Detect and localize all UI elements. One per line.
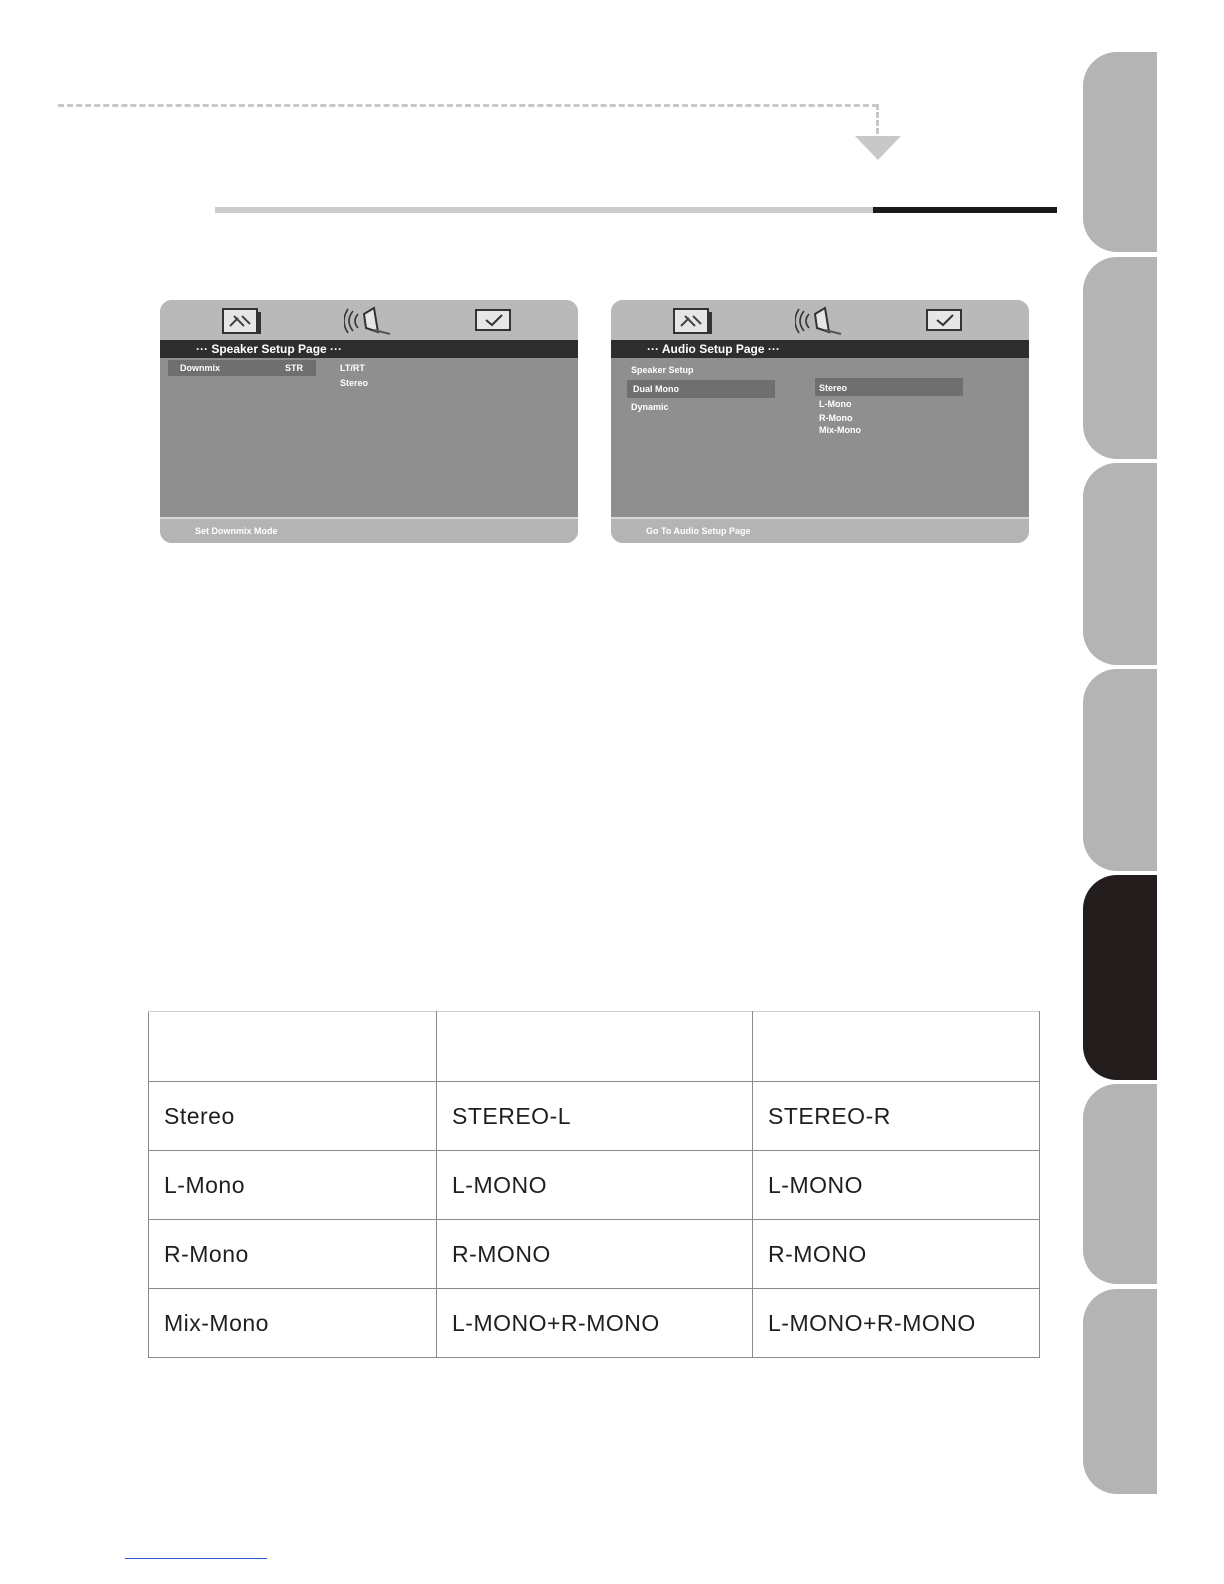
dual-mono-table	[148, 1011, 1040, 1358]
table-cell: L-Mono	[149, 1151, 437, 1220]
table-cell: R-MONO	[437, 1220, 753, 1289]
setup-icon	[671, 306, 713, 336]
osd-footer-text: Go To Audio Setup Page	[646, 526, 751, 536]
table-cell: L-MONO+R-MONO	[753, 1289, 1040, 1358]
osd-menu-area	[611, 358, 1029, 518]
table-cell: R-MONO	[753, 1220, 1040, 1289]
option-mix-mono[interactable]: Mix-Mono	[819, 425, 861, 435]
table-header-cell	[437, 1012, 753, 1082]
speaker-icon	[344, 306, 392, 336]
osd-icon-bar	[611, 300, 1029, 340]
option-stereo[interactable]: Stereo	[819, 383, 848, 393]
osd-icon-bar	[160, 300, 578, 340]
table-cell: Mix-Mono	[149, 1289, 437, 1358]
menu-item-downmix[interactable]: Downmix	[180, 363, 221, 373]
menu-item-speaker-setup[interactable]: Speaker Setup	[631, 365, 694, 375]
table-cell: STEREO-L	[437, 1082, 753, 1151]
side-tab-6[interactable]	[1083, 1084, 1157, 1284]
preference-icon	[925, 306, 965, 334]
osd-menu-area	[160, 358, 578, 518]
menu-item-dynamic[interactable]: Dynamic	[631, 402, 669, 412]
osd-title: ··· Audio Setup Page ···	[647, 342, 780, 356]
table-cell: STEREO-R	[753, 1082, 1040, 1151]
table-cell: L-MONO+R-MONO	[437, 1289, 753, 1358]
preference-icon	[474, 306, 514, 334]
speaker-icon	[795, 306, 843, 336]
osd-title: ··· Speaker Setup Page ···	[196, 342, 343, 356]
osd-title-bar	[611, 340, 1029, 358]
table-header-row	[149, 1012, 1040, 1082]
menu-item-dual-mono[interactable]: Dual Mono	[633, 384, 679, 394]
osd-footer-text: Set Downmix Mode	[195, 526, 278, 536]
side-tab-7[interactable]	[1083, 1289, 1157, 1494]
footer-rule	[125, 1558, 267, 1559]
audio-setup-screen	[611, 300, 1029, 543]
table-cell: Stereo	[149, 1082, 437, 1151]
table-row	[149, 1289, 1040, 1358]
osd-footer	[611, 517, 1029, 543]
side-tab-5-active[interactable]	[1083, 875, 1157, 1080]
table-row	[149, 1082, 1040, 1151]
option-ltrt[interactable]: LT/RT	[340, 363, 365, 373]
osd-footer	[160, 517, 578, 543]
option-r-mono[interactable]: R-Mono	[819, 413, 853, 423]
side-tab-2[interactable]	[1083, 257, 1157, 459]
table-cell: R-Mono	[149, 1220, 437, 1289]
dashed-guide-drop	[876, 104, 879, 134]
table-row	[149, 1220, 1040, 1289]
side-tab-3[interactable]	[1083, 463, 1157, 665]
option-stereo[interactable]: Stereo	[340, 378, 369, 388]
dashed-guide-line	[58, 104, 878, 107]
header-rule-gray	[215, 207, 873, 213]
osd-title-bar	[160, 340, 578, 358]
option-l-mono[interactable]: L-Mono	[819, 399, 852, 409]
setup-icon	[220, 306, 262, 336]
side-tab-4[interactable]	[1083, 669, 1157, 871]
side-tab-1[interactable]	[1083, 52, 1157, 252]
down-arrow-icon	[855, 136, 901, 160]
table-header-cell	[149, 1012, 437, 1082]
speaker-setup-screen	[160, 300, 578, 543]
menu-item-value: STR	[285, 363, 303, 373]
table-cell: L-MONO	[753, 1151, 1040, 1220]
table-row	[149, 1151, 1040, 1220]
table-header-cell	[753, 1012, 1040, 1082]
table-cell: L-MONO	[437, 1151, 753, 1220]
header-rule-black	[873, 207, 1057, 213]
